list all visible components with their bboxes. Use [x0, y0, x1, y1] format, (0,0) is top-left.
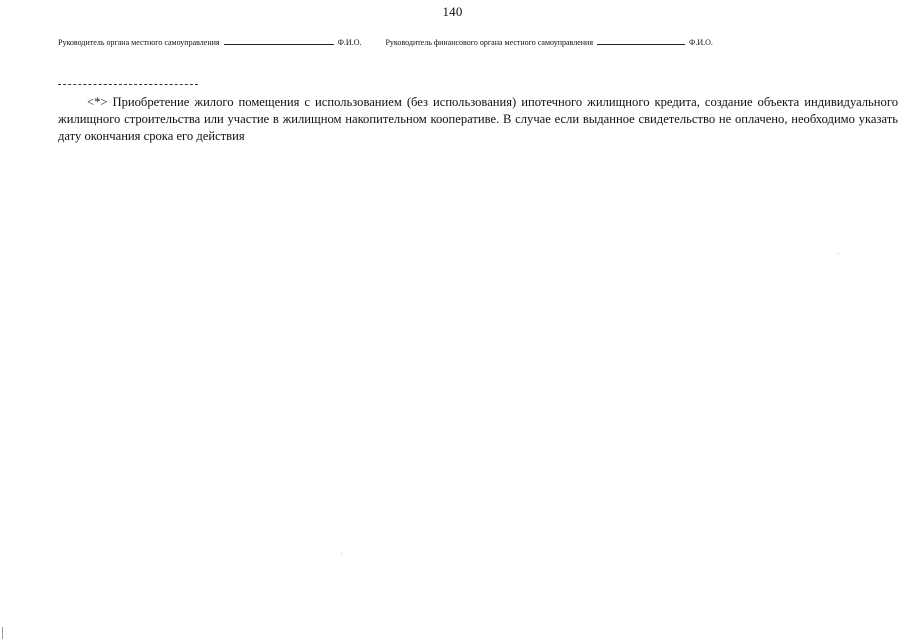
signature-row [58, 36, 713, 48]
scan-speck [838, 253, 839, 254]
finance-head-label: Руководитель финансового органа местного самоуправления [385, 38, 593, 47]
scan-edge-mark [2, 627, 3, 639]
footnote-text: <*> Приобретение жилого помещения с использованием (без использования) ипотечного жилищного кредита, создание объекта индивидуального жилищного строительства или участие в жилищном накопительном кооперативе. В случае если выданное свидетельство не оплачено, необходимо указать дату окончания срока его действия [58, 95, 898, 143]
local-head-signature-line [224, 36, 334, 45]
finance-head-fio: Ф.И.О. [689, 38, 713, 47]
local-head-fio: Ф.И.О. [337, 38, 362, 47]
page-number: 140 [442, 4, 463, 19]
scan-speck [341, 553, 342, 554]
finance-head-signature-line [597, 36, 685, 45]
footnote-separator [58, 84, 198, 85]
local-head-label: Руководитель органа местного самоуправления [58, 38, 220, 47]
